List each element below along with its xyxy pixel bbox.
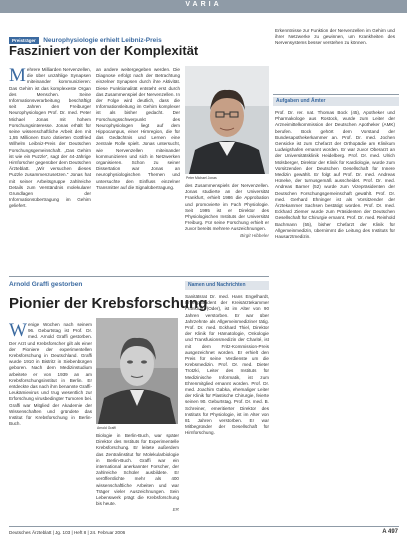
article2-dropcap: W: [9, 322, 27, 341]
box-text: Prof. Dr. rer. nat. Thomas Bock (45), Apotheker und Pharmakologe aus Rostock, wurde zum Leiter der Arzneimittelkommission der Deutschen Apotheker (AMK) berufen. Bock gehört dem Vorstand der Bundesapothekerkammer an. Prof. Dr. med. Jochen Gensicke ist zum Chefarzt der Orthopädie am Klinikum Ludwigshafen ernannt worden. Er war zuvor Oberarzt an der Universitätsklinik Heidelberg. Prof. Dr. med. Ulrich Molsberger, Direktor der Klinik für Kardiologie, wurde zum Vorsitzenden der Deutschen Gesellschaft für Innere Medizin gewählt. Er folgt auf Prof. Dr. med. Andreas Hüneke, der turnusgemäß ausscheidet. Prof. Dr. med. Andreas Barner (52) wurde zum Vizepräsidenten der Deutschen Forschungsgemeinschaft gewählt. Prof. Dr. med. Gerhard Ehninger ist als Vorsitzender der Ärztekammer Sachsen bestätigt worden. Prof. Dr. med. Eckhard Ziemer wurde zum Präsidenten der Deutschen Gesellschaft für Chirurgie ernannt. Prof. Dr. med. Reinhold Bachmann (55), bisher Chefarzt der Klinik für Allgemeinmedizin, übernimmt die Leitung des Instituts für Hausarztmedizin.: [275, 110, 395, 240]
section-label: VARIA: [185, 1, 222, 8]
article1-col1-text: ehrere Milliarden Nervenzellen, die über unzählige Synapsen miteinander kommunizieren: Das Gehirn ist das komplexeste Organ des Menschen. Seine Informationsverarbeitung beschäftigt seit Jahren den Freiburger Neurophysiologen Prof. Dr. med. Peter Michael Jonas mit hohem Forschungsinteresse. Jonas erhält für seine wissenschaftliche Arbeit den mit 1,55 Millionen Euro dotierten Gottfried Wilhelm Leibniz-Preis der Deutschen Forschungsgemeinschaft. „Das Gehirn ist wie ein Puzzle“, sagt der 44-Jährige Hirnforscher gegenüber dem Deutschen Ärzteblatt. „Wir versuchen dieses Puzzle zusammenzusetzen.“ Jonas hat mit seiner Arbeitsgruppe zahlreiche Details zum Verständnis molekularer Grundlagen der Informationsübertragung im Gehirn geliefert.: [9, 67, 91, 209]
box-rule: [273, 94, 399, 95]
article1-photo-caption: Peter Michael Jonas: [186, 176, 217, 180]
article2-col1-text: enige Wochen nach seinem 96. Geburtstag ist Prof. Dr. med. Arnold Graffi gestorben. Der Arzt und Krebsforscher gilt als einer der Pioniere der experimentellen Krebsforschung in Deutschland. Graffi wurde 1910 in Bistritz in Siebenbürgen geboren. Nach dem Medizinstudium arbeitete er von 1939 an am Krebsforschungsinstitut in Berlin. Er entdeckte das nach ihm benannte Graffi-Leukämievirus und trug wesentlich zur Erforschung virusbedingter Tumoren bei. Graffi war Mitglied der Akademie der Wissenschaften und gründete das Institut für Krebsforschung in Berlin-Buch.: [9, 322, 92, 427]
article2-col2-text: Biologie in Berlin-Buch, war später Direktor des Instituts für Experimentelle Krebsforschung. Er leitete außerdem das Zentralinstitut für Molekularbiologie in Berlin-Buch. Graffi war ein international anerkannter Forscher, der zahlreiche Schüler ausbildete. Er veröffentlichte mehr als 400 wissenschaftliche Arbeiten und war Träger vieler Auszeichnungen. Sein Lebenswerk prägt die Krebsforschung bis heute.: [96, 433, 179, 507]
box-heading: Aufgaben und Ämter: [273, 97, 399, 106]
article1-right-column: Erkenntnisse zur Funktion der Nervenzellen im Gehirn und ihrer Netzwerke zu gewinnen, um Krankheiten des Nervensystems besser verstehen zu können.: [275, 28, 395, 46]
news-heading: Namen und Nachrichten: [185, 281, 269, 290]
article1-badge: Preisträger: [9, 37, 39, 44]
article1-headline: Fasziniert von der Komplexität: [9, 43, 199, 58]
article2-portrait-photo: [96, 318, 178, 424]
article1-kicker: Neurophysiologie erhielt Leibniz-Preis: [43, 37, 162, 44]
article2-author: ER: [172, 507, 179, 513]
article1-col2: an andere weitergegeben werden. Die Diagnose erfolgt nach der Betrachtung einzelner Synapsen durch ihre Aktivität. Diese Funktionalität entsteht erst durch das Zusammenspiel der Nervenzellen. In der Folge wird deutlich, dass die Informationsleitung im Gehirn komplexer ist als bisher gedacht. Der Forschungsschwerpunkt des Neurophysiologen liegt auf dem Hippocampus, einer Hirnregion, die für das Gedächtnis und Lernen eine zentrale Rolle spielt. Jonas untersucht, wie Nervenzellen miteinander kommunizieren und sich in Netzwerken organisieren. Schon zu seiner Dissertation war Jonas an neurophysiologischen Themen und untersuchte den Einfluss einzelner Transmitter auf die Signalübertragung.: [96, 67, 180, 190]
article2-photo-caption: Arnold Graffi: [97, 426, 116, 430]
footer-rule: [9, 526, 399, 527]
article1-col3-text: des Zusammenspiels der Nervenzellen. Jonas studierte an der Universität Frankfurt, erhielt 1986 die Approbation und promovierte im Fach Physiologie. Seit 1995 ist er Direktor des Physiologischen Instituts der Universität Freiburg. Für seine Forschung erhielt er zuvor bereits mehrere Auszeichnungen.: [185, 183, 269, 232]
article1-col3: [185, 183, 269, 271]
portrait-bw-graphic: [96, 318, 178, 424]
article1-author: Birgit Hibbeler: [240, 232, 269, 238]
footer-page-number: A 497: [382, 529, 398, 535]
article2-headline: Pionier der Krebsforschung: [9, 295, 208, 312]
article1-dropcap: M: [9, 67, 26, 86]
article1-portrait-photo: [185, 66, 269, 174]
portrait-photo-graphic: [185, 66, 269, 174]
article2-col1: [9, 322, 92, 512]
article1-col1: [9, 67, 91, 272]
article2-kicker: Arnold Graffi gestorben: [9, 281, 83, 288]
article-separator: [9, 276, 269, 277]
news-text: Sanitätsrat Dr. med. Hans Engelhardt, Ehrenpräsident der Kreisärztekammer Frankfurt (Oder), ist im Alter von 90 Jahren verstorben. Er war über Jahrzehnte als Allgemeinmediziner tätig. Prof. Dr. med. Eckhard Thiel, Direktor der Klinik für Hämatologie, Onkologie und Transfusionsmedizin der Charité, ist mit dem Fritz-Kommission-Preis ausgezeichnet worden. Er erhielt den Preis für seine Verdienste um die Krebsmedizin. Prof. Dr. med. Dieter Trotzki, Leiter des Instituts für Medizinische Informatik, ist zum Ehrenmitglied ernannt worden. Prof. Dr. med. Joachim Gabka, ehemaliger Leiter der Klinik für Plastische Chirurgie, feierte seinen 90. Geburtstag. Prof. Dr. med. B. Schreiner, emeritierter Direktor des Instituts für Physiologie, ist im Alter von 81 Jahren verstorben. Er war Mitbegründer der Gesellschaft für Hirnforschung.: [185, 294, 269, 436]
footer-publication: Deutsches Ärzteblatt | Jg. 103 | Heft 8 | 24. Februar 2006: [9, 530, 126, 535]
article2-col2: [96, 433, 179, 513]
